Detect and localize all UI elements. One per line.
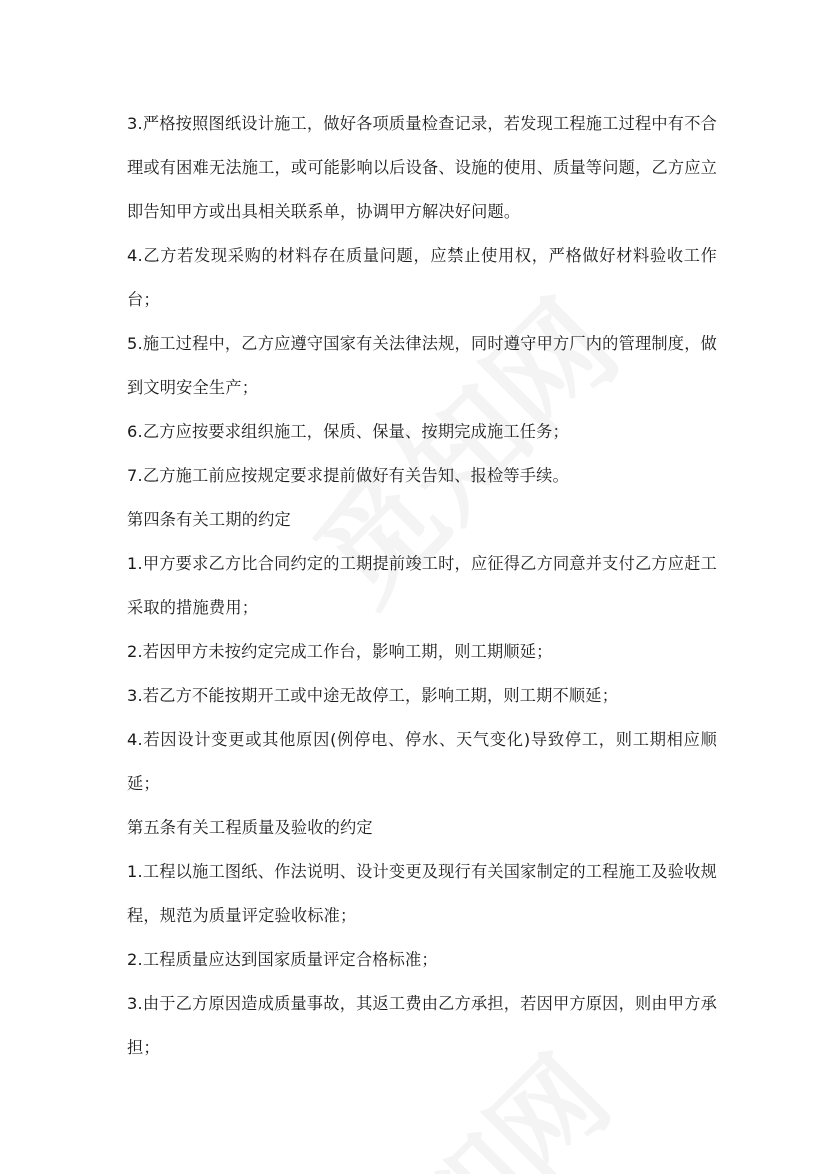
paragraph-clause-5-2: 2.工程质量应达到国家质量评定合格标准； xyxy=(127,950,438,969)
paragraph-clause-3-6: 6.乙方应按要求组织施工，保质、保量、按期完成施工任务； xyxy=(127,422,569,441)
document-body xyxy=(127,102,717,1070)
section-heading-article-5: 第五条有关工程质量及验收的约定 xyxy=(127,818,373,837)
paragraph-clause-4-1: 1.甲方要求乙方比合同约定的工期提前竣工时，应征得乙方同意并支付乙方应赶工采取的措施费用； xyxy=(127,554,717,617)
paragraph-clause-4-2: 2.若因甲方未按约定完成工作台，影响工期，则工期顺延； xyxy=(127,642,553,661)
paragraph-clause-4-3: 3.若乙方不能按期开工或中途无故停工，影响工期，则工期不顺延； xyxy=(127,686,619,705)
paragraph-clause-4-4: 4.若因设计变更或其他原因(例停电、停水、天气变化)导致停工，则工期相应顺延； xyxy=(127,730,717,793)
section-heading-article-4: 第四条有关工期的约定 xyxy=(127,510,291,529)
paragraph-clause-3-7: 7.乙方施工前应按规定要求提前做好有关告知、报检等手续。 xyxy=(127,466,569,485)
paragraph-clause-3-5: 5.施工过程中，乙方应遵守国家有关法律法规，同时遵守甲方厂内的管理制度，做到文明安全生产； xyxy=(127,334,717,397)
paragraph-clause-5-3: 3.由于乙方原因造成质量事故，其返工费由乙方承担，若因甲方原因，则由甲方承担； xyxy=(127,994,717,1057)
paragraph-clause-3-4: 4.乙方若发现采购的材料存在质量问题，应禁止使用权，严格做好材料验收工作台； xyxy=(127,246,717,309)
paragraph-clause-3-3: 3.严格按照图纸设计施工，做好各项质量检查记录，若发现工程施工过程中有不合理或有困难无法施工，或可能影响以后设备、设施的使用、质量等问题，乙方应立即告知甲方或出具相关联系单，协调甲方解决好问题。 xyxy=(127,114,717,221)
paragraph-clause-5-1: 1.工程以施工图纸、作法说明、设计变更及现行有关国家制定的工程施工及验收规程，规范为质量评定验收标准； xyxy=(127,862,717,925)
